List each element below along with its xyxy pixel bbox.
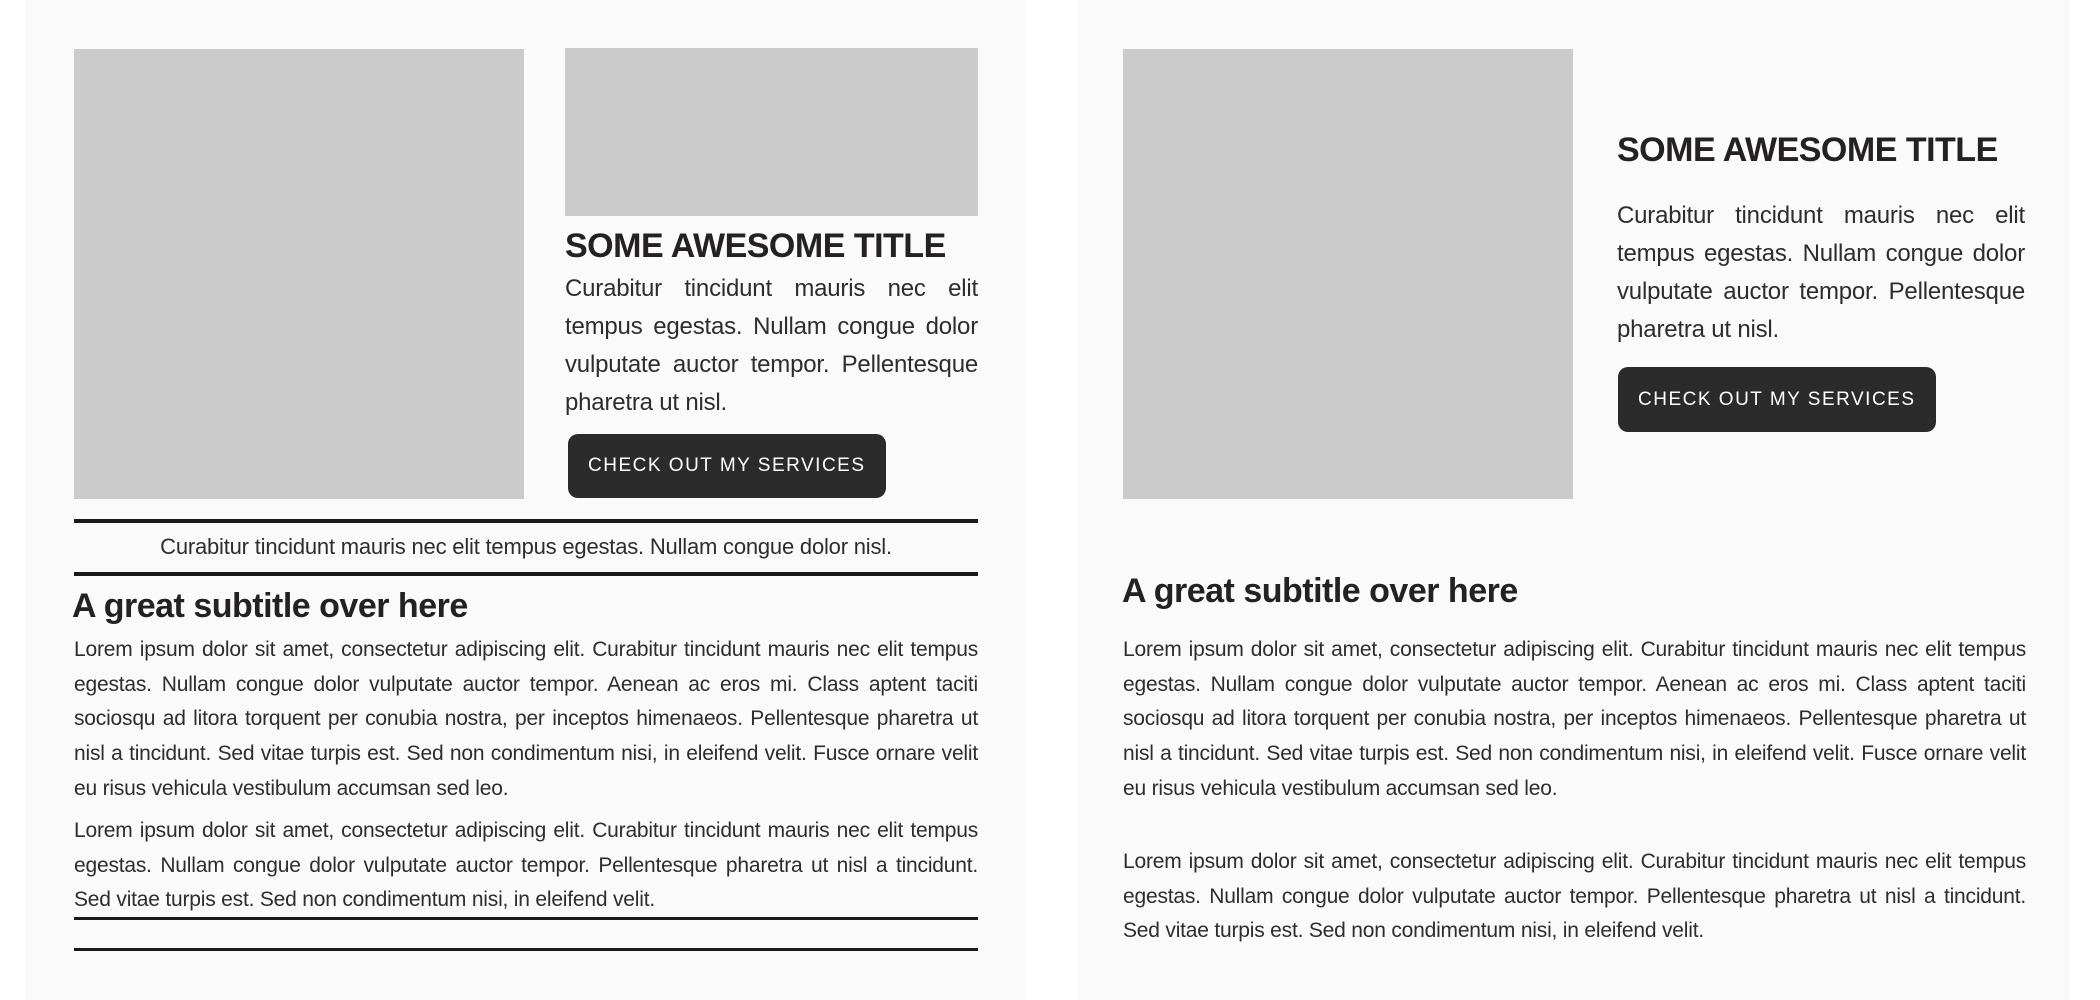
- footer-rule-bottom: [74, 948, 978, 951]
- hero-paragraph: Curabitur tincidunt mauris nec elit tempus egestas. Nullam congue dolor vulputate auctor tempor. Pellentesque pharetra ut nisl.: [565, 275, 978, 416]
- hero-title: SOME AWESOME TITLE: [1617, 131, 1998, 169]
- left-card: [25, 0, 1025, 1000]
- image-placeholder-large: [74, 49, 524, 499]
- hero-paragraph: Curabitur tincidunt mauris nec elit tempus egestas. Nullam congue dolor vulputate auctor tempor. Pellentesque pharetra ut nisl.: [1617, 202, 2025, 343]
- divider-rule-bottom: [74, 572, 978, 576]
- body-paragraph: Lorem ipsum dolor sit amet, consectetur adipiscing elit. Curabitur tincidunt mauris nec elit tempus egestas. Nullam congue dolor vulputate auctor tempor. Aenean ac eros mi. Class aptent taciti sociosqu ad litora torquent per conubia nostra, per inceptos himenaeos. Pellentesque pharetra ut nisl a tincidunt. Sed vitae turpis est. Sed non condimentum nisi, in eleifend velit. Fusce ornare velit eu risus vehicula vestibulum accumsan sed leo.: [74, 638, 978, 800]
- check-out-services-button[interactable]: CHECK OUT MY SERVICES: [1618, 367, 1936, 432]
- image-placeholder-large: [1123, 49, 1573, 499]
- body-paragraph: Lorem ipsum dolor sit amet, consectetur adipiscing elit. Curabitur tincidunt mauris nec elit tempus egestas. Nullam congue dolor vulputate auctor tempor. Aenean ac eros mi. Class aptent taciti sociosqu ad litora torquent per conubia nostra, per inceptos himenaeos. Pellentesque pharetra ut nisl a tincidunt. Sed vitae turpis est. Sed non condimentum nisi, in eleifend velit. Fusce ornare velit eu risus vehicula vestibulum accumsan sed leo.: [1123, 638, 2026, 800]
- hero-title: SOME AWESOME TITLE: [565, 227, 946, 265]
- divider-text: Curabitur tincidunt mauris nec elit tempus egestas. Nullam congue dolor nisl.: [160, 534, 892, 559]
- check-out-services-button[interactable]: CHECK OUT MY SERVICES: [568, 434, 886, 498]
- body-paragraph: Lorem ipsum dolor sit amet, consectetur adipiscing elit. Curabitur tincidunt mauris nec elit tempus egestas. Nullam congue dolor vulputate auctor tempor. Pellentesque pharetra ut nisl a tincidunt. Sed vitae turpis est. Sed non condimentum nisi, in eleifend velit.: [74, 819, 978, 912]
- divider-rule-top: [74, 519, 978, 523]
- image-placeholder-small: [565, 48, 978, 216]
- body-paragraph: Lorem ipsum dolor sit amet, consectetur adipiscing elit. Curabitur tincidunt mauris nec elit tempus egestas. Nullam congue dolor vulputate auctor tempor. Pellentesque pharetra ut nisl a tincidunt. Sed vitae turpis est. Sed non condimentum nisi, in eleifend velit.: [1123, 850, 2026, 943]
- footer-rule-top: [74, 917, 978, 920]
- section-subtitle: A great subtitle over here: [1122, 572, 1518, 610]
- section-subtitle: A great subtitle over here: [72, 587, 468, 625]
- right-card: [1078, 0, 2070, 1000]
